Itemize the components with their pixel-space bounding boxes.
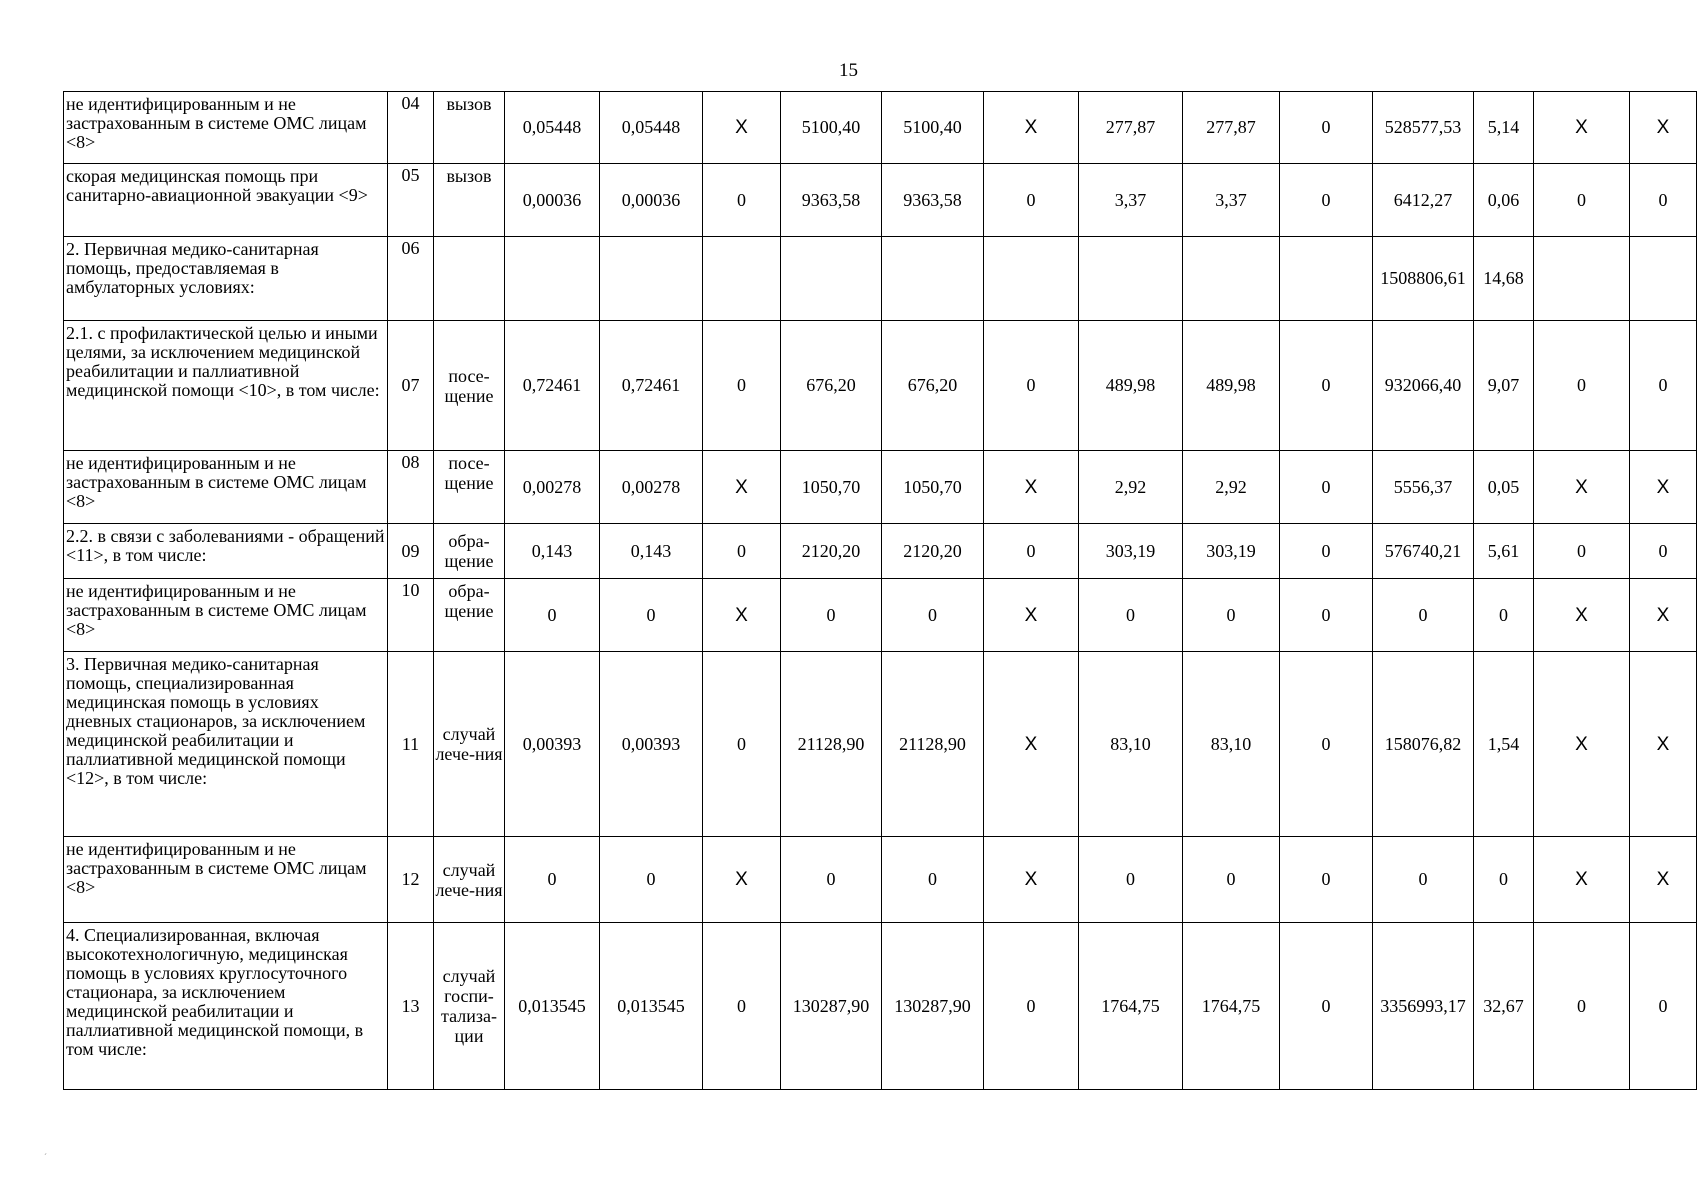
value-cell: 0: [1474, 837, 1534, 923]
value-cell: 303,19: [1079, 524, 1183, 579]
value-cell: X: [1630, 451, 1697, 524]
table-row: [64, 237, 1697, 321]
value-cell: 3,37: [1183, 164, 1280, 237]
value-cell: 0: [1280, 321, 1373, 451]
value-cell: 0,00278: [600, 451, 703, 524]
value-cell: 1050,70: [781, 451, 882, 524]
row-name-cell: 3. Первичная медико-санитарная помощь, специализированная медицинская помощь в условиях дневных стационаров, за исключением медицинской реабилитации и паллиативной медицинской помощи <12>, в том числе:: [64, 652, 388, 837]
value-cell: 0: [1474, 579, 1534, 652]
row-name-cell: не идентифицированным и не застрахованным в системе ОМС лицам <8>: [64, 837, 388, 923]
value-cell: 9363,58: [781, 164, 882, 237]
value-cell: 0: [703, 321, 781, 451]
row-unit-cell: посе-щение: [434, 451, 505, 524]
row-name-cell: 4. Специализированная, включая высокотехнологичную, медицинская помощь в условиях круглосуточного стационара, за исключением медицинской реабилитации и паллиативной медицинской помощи, в том числе:: [64, 923, 388, 1090]
value-cell: 676,20: [882, 321, 984, 451]
value-cell: 2120,20: [882, 524, 984, 579]
value-cell: 130287,90: [882, 923, 984, 1090]
value-cell: 489,98: [1183, 321, 1280, 451]
value-cell: [1534, 237, 1630, 321]
value-cell: 0: [882, 837, 984, 923]
value-cell: 0,013545: [600, 923, 703, 1090]
value-cell: 0: [1534, 923, 1630, 1090]
value-cell: 0: [1534, 524, 1630, 579]
value-cell: 0,00393: [505, 652, 600, 837]
row-unit-cell: вызов: [434, 92, 505, 164]
value-cell: 1050,70: [882, 451, 984, 524]
value-cell: X: [1534, 837, 1630, 923]
table-row: [64, 524, 1697, 579]
value-cell: X: [703, 579, 781, 652]
row-name-cell: 2.1. с профилактической целью и иными целями, за исключением медицинской реабилитации и паллиативной медицинской помощи <10>, в том числе:: [64, 321, 388, 451]
value-cell: 0: [1280, 92, 1373, 164]
value-cell: X: [984, 652, 1079, 837]
row-code-cell: 05: [388, 164, 434, 237]
value-cell: 0: [600, 837, 703, 923]
value-cell: 576740,21: [1373, 524, 1474, 579]
table-row: [64, 837, 1697, 923]
value-cell: 0: [1183, 837, 1280, 923]
row-unit-cell: вызов: [434, 164, 505, 237]
value-cell: 0: [1630, 321, 1697, 451]
value-cell: X: [703, 837, 781, 923]
value-cell: 0: [600, 579, 703, 652]
row-code-cell: 04: [388, 92, 434, 164]
value-cell: 0: [1630, 164, 1697, 237]
value-cell: 489,98: [1079, 321, 1183, 451]
value-cell: 5100,40: [781, 92, 882, 164]
value-cell: 2120,20: [781, 524, 882, 579]
value-cell: 158076,82: [1373, 652, 1474, 837]
row-name-cell: не идентифицированным и не застрахованным в системе ОМС лицам <8>: [64, 579, 388, 652]
table-row: [64, 92, 1697, 164]
value-cell: 0: [781, 579, 882, 652]
value-cell: 0: [1373, 579, 1474, 652]
value-cell: 0: [703, 164, 781, 237]
value-cell: X: [703, 451, 781, 524]
value-cell: 0: [1534, 321, 1630, 451]
value-cell: 0: [984, 164, 1079, 237]
value-cell: 676,20: [781, 321, 882, 451]
value-cell: 5100,40: [882, 92, 984, 164]
value-cell: 1508806,61: [1373, 237, 1474, 321]
value-cell: 0: [1280, 923, 1373, 1090]
value-cell: 2,92: [1183, 451, 1280, 524]
row-code-cell: 11: [388, 652, 434, 837]
value-cell: [505, 237, 600, 321]
value-cell: X: [1534, 652, 1630, 837]
table-row: [64, 321, 1697, 451]
value-cell: 932066,40: [1373, 321, 1474, 451]
value-cell: 0: [703, 652, 781, 837]
value-cell: [781, 237, 882, 321]
value-cell: 0,72461: [505, 321, 600, 451]
value-cell: 0,05: [1474, 451, 1534, 524]
value-cell: 277,87: [1079, 92, 1183, 164]
value-cell: 1764,75: [1079, 923, 1183, 1090]
value-cell: 0: [1280, 451, 1373, 524]
value-cell: 0,143: [600, 524, 703, 579]
value-cell: 3356993,17: [1373, 923, 1474, 1090]
value-cell: 21128,90: [882, 652, 984, 837]
value-cell: X: [984, 579, 1079, 652]
row-unit-cell: случай лече-ния: [434, 652, 505, 837]
value-cell: 0: [984, 524, 1079, 579]
value-cell: [1630, 237, 1697, 321]
value-cell: 0: [505, 579, 600, 652]
row-code-cell: 06: [388, 237, 434, 321]
value-cell: 9363,58: [882, 164, 984, 237]
value-cell: 0: [781, 837, 882, 923]
row-code-cell: 12: [388, 837, 434, 923]
value-cell: X: [1630, 652, 1697, 837]
value-cell: 5556,37: [1373, 451, 1474, 524]
value-cell: 0: [882, 579, 984, 652]
row-name-cell: 2. Первичная медико-санитарная помощь, предоставляемая в амбулаторных условиях:: [64, 237, 388, 321]
value-cell: X: [703, 92, 781, 164]
value-cell: 21128,90: [781, 652, 882, 837]
value-cell: 0: [984, 923, 1079, 1090]
value-cell: X: [1534, 579, 1630, 652]
table-row: [64, 451, 1697, 524]
value-cell: 6412,27: [1373, 164, 1474, 237]
value-cell: 528577,53: [1373, 92, 1474, 164]
value-cell: X: [1534, 451, 1630, 524]
row-name-cell: не идентифицированным и не застрахованным в системе ОМС лицам <8>: [64, 92, 388, 164]
table-row: [64, 164, 1697, 237]
value-cell: 0: [1280, 837, 1373, 923]
row-code-cell: 10: [388, 579, 434, 652]
value-cell: 2,92: [1079, 451, 1183, 524]
row-code-cell: 09: [388, 524, 434, 579]
value-cell: X: [1630, 579, 1697, 652]
row-unit-cell: обра-щение: [434, 524, 505, 579]
value-cell: 0,06: [1474, 164, 1534, 237]
page-number: 15: [839, 60, 858, 81]
row-code-cell: 07: [388, 321, 434, 451]
table-row: [64, 923, 1697, 1090]
value-cell: 0: [1079, 579, 1183, 652]
value-cell: 0: [703, 923, 781, 1090]
value-cell: 0,00036: [600, 164, 703, 237]
value-cell: X: [1630, 837, 1697, 923]
value-cell: 0: [1630, 524, 1697, 579]
row-code-cell: 08: [388, 451, 434, 524]
value-cell: [600, 237, 703, 321]
value-cell: 0,013545: [505, 923, 600, 1090]
value-cell: [1280, 237, 1373, 321]
table-row: [64, 579, 1697, 652]
value-cell: 0,72461: [600, 321, 703, 451]
value-cell: 0: [1280, 579, 1373, 652]
value-cell: 0: [1280, 652, 1373, 837]
value-cell: 0: [703, 524, 781, 579]
value-cell: 0,00393: [600, 652, 703, 837]
data-table: [63, 91, 1697, 1090]
value-cell: 0,00278: [505, 451, 600, 524]
scan-mark: ˊ: [44, 1152, 47, 1162]
row-unit-cell: посе-щение: [434, 321, 505, 451]
value-cell: 5,14: [1474, 92, 1534, 164]
value-cell: [882, 237, 984, 321]
value-cell: 9,07: [1474, 321, 1534, 451]
row-name-cell: скорая медицинская помощь при санитарно-авиационной эвакуации <9>: [64, 164, 388, 237]
value-cell: 3,37: [1079, 164, 1183, 237]
value-cell: 0,00036: [505, 164, 600, 237]
row-unit-cell: обра-щение: [434, 579, 505, 652]
value-cell: X: [1534, 92, 1630, 164]
value-cell: 0: [1280, 524, 1373, 579]
value-cell: 0: [984, 321, 1079, 451]
value-cell: 130287,90: [781, 923, 882, 1090]
row-name-cell: не идентифицированным и не застрахованным в системе ОМС лицам <8>: [64, 451, 388, 524]
value-cell: 0: [1534, 164, 1630, 237]
value-cell: 1764,75: [1183, 923, 1280, 1090]
value-cell: 0: [1280, 164, 1373, 237]
value-cell: 0: [505, 837, 600, 923]
value-cell: 0: [1079, 837, 1183, 923]
row-code-cell: 13: [388, 923, 434, 1090]
value-cell: 0,05448: [600, 92, 703, 164]
value-cell: 5,61: [1474, 524, 1534, 579]
value-cell: 0,05448: [505, 92, 600, 164]
value-cell: 32,67: [1474, 923, 1534, 1090]
value-cell: [1079, 237, 1183, 321]
value-cell: 0,143: [505, 524, 600, 579]
value-cell: 1,54: [1474, 652, 1534, 837]
value-cell: X: [984, 92, 1079, 164]
value-cell: [703, 237, 781, 321]
row-name-cell: 2.2. в связи с заболеваниями - обращений <11>, в том числе:: [64, 524, 388, 579]
value-cell: 0: [1373, 837, 1474, 923]
value-cell: 0: [1183, 579, 1280, 652]
value-cell: X: [984, 451, 1079, 524]
value-cell: 83,10: [1079, 652, 1183, 837]
value-cell: 277,87: [1183, 92, 1280, 164]
value-cell: X: [1630, 92, 1697, 164]
value-cell: 14,68: [1474, 237, 1534, 321]
value-cell: [1183, 237, 1280, 321]
value-cell: 303,19: [1183, 524, 1280, 579]
value-cell: 0: [1630, 923, 1697, 1090]
value-cell: [984, 237, 1079, 321]
table-row: [64, 652, 1697, 837]
value-cell: X: [984, 837, 1079, 923]
row-unit-cell: случай госпи-тализа-ции: [434, 923, 505, 1090]
row-unit-cell: случай лече-ния: [434, 837, 505, 923]
value-cell: 83,10: [1183, 652, 1280, 837]
row-unit-cell: [434, 237, 505, 321]
